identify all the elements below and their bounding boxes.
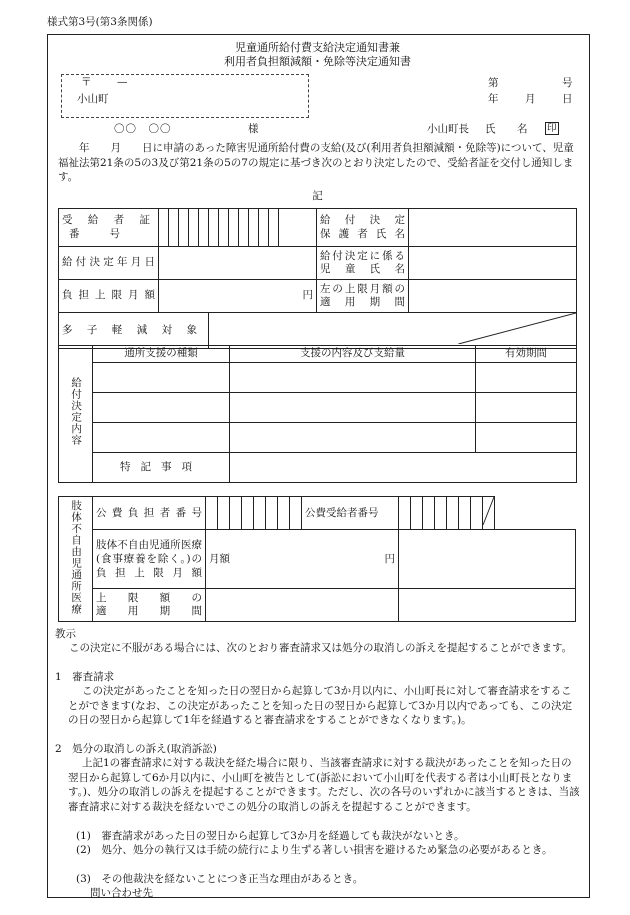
issuer-title: 小山町長 (427, 123, 469, 135)
remarks-cell (230, 453, 577, 483)
decision-date-cell (159, 247, 317, 280)
notice-lead: この決定に不服がある場合には、次のとおり審査請求又は処分の取消しの訴えを提起することができます。 (69, 642, 573, 654)
recipient-no-label-cell (59, 209, 159, 247)
doc-number-dai: 第 (488, 77, 499, 89)
medical-side-label: 肢体不自由児通所医療 (70, 499, 83, 615)
payer-no-label: 公費負担者番号 (96, 506, 202, 519)
period-cell (476, 423, 577, 453)
guardian-label-cell (317, 209, 409, 247)
period-label-cell (317, 280, 409, 313)
multichild-value-cell (209, 313, 577, 349)
cap-label-cell (59, 280, 159, 313)
decision-table (58, 208, 577, 349)
kind-cell (93, 393, 230, 423)
recipient-no2-digit (411, 497, 423, 530)
content-label: 給付決定内容 (70, 377, 83, 447)
cap-amount-cell (159, 280, 317, 313)
period-label-a: 左の上限月額の (320, 282, 405, 295)
document-title-line2: 利用者負担額減額・免除等決定通知書 (224, 55, 411, 68)
date-year: 年 (488, 93, 499, 105)
multichild-label-cell (59, 313, 209, 349)
medical-period-blank-cell (399, 589, 576, 622)
recipient-no-digit (259, 209, 269, 247)
notice-s1-body: この決定があったことを知った日の翌日から起算して3か月以内に、小山町長に対して審査請求をすることができます(なお、この決定があったことを知った日の翌日から起算して3か月以内であっても、この決定の日の翌日から起算して1年を経過すると審査請求をすることができなくなります。)。 (68, 685, 573, 726)
document-title-line1: 児童通所給付費支給決定通知書兼 (235, 41, 400, 54)
postal-mark: 〒 (81, 76, 92, 88)
payer-no-digit (290, 497, 302, 530)
recipient-no-digit (189, 209, 199, 247)
medical-period-label-a: 上限額の (96, 592, 202, 604)
recipient-no2-digit (399, 497, 411, 530)
recipient-no2-diagonal (483, 497, 494, 525)
content-table (58, 345, 577, 483)
decision-date-label: 給付決定年月日 (62, 256, 155, 269)
recipient-no-digit (179, 209, 189, 247)
contact-label: 問い合わせ先 (90, 887, 153, 899)
period-cell (476, 363, 577, 393)
child-label-cell (317, 247, 409, 280)
medical-cap-label-cell (93, 530, 206, 589)
recipient-no2-digit (435, 497, 447, 530)
recipient-no-digit (249, 209, 259, 247)
intro-paragraph: 年 月 日に申請のあった障害児通所給付費の支給(及び(利用者負担額減額・免除等)について、児童福祉法第21条の5の3及び第21条の5の7の規定に基づき次のとおり決定したので、受給者証を交付し通知します。 (58, 142, 574, 183)
recipient-no2-digit (459, 497, 471, 530)
recipient-no-label-a: 受給者証 (62, 214, 150, 227)
recipient-no-digit (209, 209, 219, 247)
period-cell (409, 280, 577, 313)
recipient-no-digit (199, 209, 209, 247)
content-cell (230, 363, 476, 393)
payer-no-digit (242, 497, 254, 530)
col-content-header: 支援の内容及び支給量 (230, 346, 476, 363)
issuer-shi: 氏 (485, 123, 496, 135)
content-label-cell (59, 346, 93, 483)
notice-item1: (1) 審査請求があった日の翌日から起算して3か月を経過しても裁決がないとき。 (76, 830, 465, 842)
recipient-no-digit (239, 209, 249, 247)
notice-s2-body: 上記1の審査請求に対する裁決を経た場合に限り、当該審査請求に対する裁決があったことを知った日の翌日から起算して6か月以内に、小山町を被告として(訴訟において小山町を代表する者は小山町長となります。)、処分の取消しの訴えを提起することができます。ただし、次の各号のいずれかに該当するときは、当該審査請求に対する裁決を経ないでこの処分の取消しの訴えを提起することができます。 (68, 757, 580, 813)
medical-cap-amount-cell (206, 530, 399, 589)
date-month: 月 (525, 93, 536, 105)
medical-period-cell (206, 589, 399, 622)
form-number: 様式第3号(第3条関係) (47, 16, 153, 28)
medical-yen-unit: 円 (384, 552, 395, 565)
content-cell (230, 423, 476, 453)
payer-no-digit (266, 497, 278, 530)
recipient-no2-label-cell (302, 497, 399, 530)
payer-no-digit (278, 497, 290, 530)
kind-cell (93, 423, 230, 453)
recipient-no-label-b: 番号 (69, 227, 150, 240)
col-period-header: 有効期間 (476, 346, 577, 363)
medical-blank-cell (399, 530, 576, 589)
notice-item3: (3) その他裁決を経ないことにつき正当な理由があるとき。 (76, 873, 364, 885)
recipient-no-digit (169, 209, 179, 247)
medical-cap-label: 肢体不自由児通所医療(食事療養を除く。)の負担上限月額 (96, 539, 202, 580)
medical-period-label-cell (93, 589, 206, 622)
payer-no-digit (230, 497, 242, 530)
postal-dash: — (117, 76, 128, 88)
medical-cap-amount-row (209, 553, 395, 566)
payer-no-digit (254, 497, 266, 530)
guardian-label-a: 給付決定 (320, 214, 405, 227)
remarks-label: 特記事項 (120, 460, 202, 473)
recipient-no-digit (229, 209, 239, 247)
medical-period-label-b: 適用期間 (96, 605, 202, 618)
decision-date-label-cell (59, 247, 159, 280)
recipient-no2-digit (447, 497, 459, 530)
cap-yen-unit: 円 (302, 289, 313, 302)
doc-number-go: 号 (562, 77, 573, 89)
payer-no-digit (218, 497, 230, 530)
notice-s2-title: 2 処分の取消しの訴え(取消訴訟) (55, 743, 217, 755)
kind-cell (93, 363, 230, 393)
monthly-label: 月額 (209, 552, 230, 565)
content-cell (230, 393, 476, 423)
period-cell (476, 393, 577, 423)
seal-mark: 印 (547, 123, 557, 134)
child-label-a: 給付決定に係る (320, 249, 405, 262)
multichild-diagonal (209, 313, 576, 344)
period-label-b: 適用期間 (320, 296, 405, 308)
notice-s1-title: 1 審査請求 (55, 671, 115, 683)
recipient-no2-label: 公費受給者番号 (305, 506, 379, 519)
recipient-no-digit (219, 209, 229, 247)
honorific-sama: 様 (248, 123, 259, 135)
ki-heading: 記 (312, 190, 323, 202)
payer-no-digit (206, 497, 218, 530)
recipient-name: 〇〇 〇〇 (114, 123, 172, 135)
col-kind-header: 通所支援の種類 (93, 346, 230, 363)
recipient-no2-digit-last (483, 497, 495, 530)
recipient-no2-digit (471, 497, 483, 530)
date-day: 日 (562, 93, 573, 105)
medical-side-label-cell (59, 497, 93, 622)
remarks-label-cell (93, 453, 230, 483)
multichild-label: 多子軽減対象 (62, 324, 197, 336)
notice-heading: 教示 (55, 628, 76, 640)
payer-no-label-cell (93, 497, 206, 530)
child-name-cell (409, 247, 577, 280)
medical-table (58, 496, 576, 622)
notice-item2: (2) 処分、処分の執行又は手続の続行により生ずる著しい損害を避けるため緊急の必要があるとき。 (76, 844, 553, 856)
cap-label: 負担上限月額 (62, 289, 155, 302)
recipient-no-digit (279, 209, 317, 247)
child-label-b: 児童氏名 (320, 263, 405, 275)
issuer-mei: 名 (517, 123, 528, 135)
recipient-no2-digit (423, 497, 435, 530)
guardian-label-b: 保護者氏名 (320, 227, 405, 240)
recipient-no-digit (159, 209, 169, 247)
address-town: 小山町 (77, 93, 109, 105)
guardian-name-cell (409, 209, 577, 247)
recipient-no-digit (269, 209, 279, 247)
